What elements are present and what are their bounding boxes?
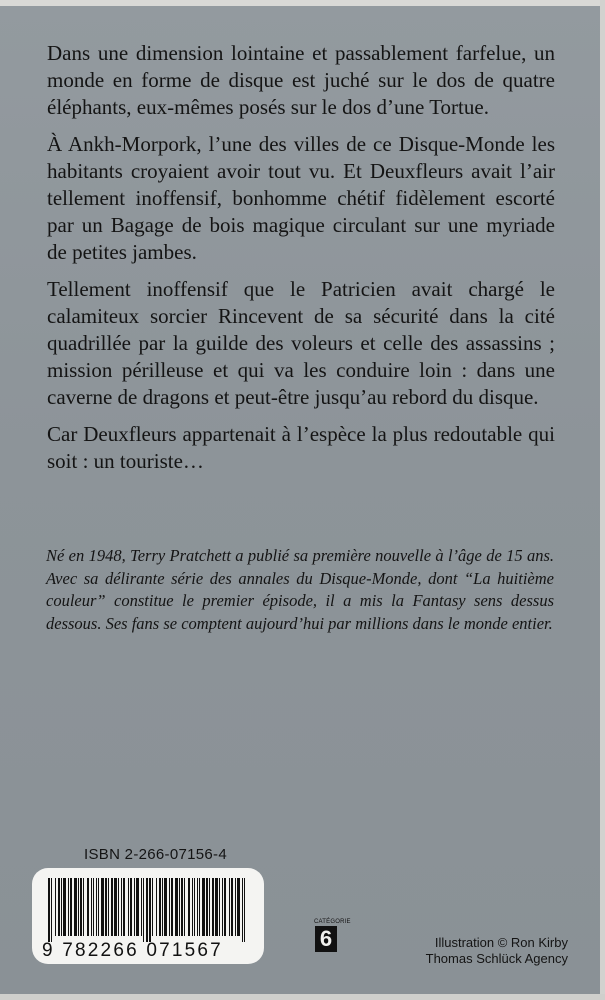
barcode-bar <box>164 878 167 936</box>
barcode-bar <box>101 878 104 936</box>
blurb-paragraph: Tellement inoffensif que le Patricien avait chargé le calamiteux sorcier Rincevent de sa sécurité dans la cité quadrillée par la guilde des voleurs et celle des assassins ; mission périlleuse et qui va les conduire loin : dans une caverne de dragons et peut-être jusqu’au rebord du disque. <box>47 277 555 409</box>
barcode-panel <box>32 868 264 964</box>
barcode-bar <box>162 878 163 936</box>
barcode-bar <box>61 878 62 936</box>
illustration-credit: Illustration © Ron Kirby <box>434 935 568 950</box>
barcode-bar <box>143 878 144 942</box>
barcode-bar <box>134 878 135 936</box>
barcode-bar <box>188 878 190 936</box>
barcode-bar <box>70 878 72 936</box>
barcode-bar <box>149 878 151 942</box>
blurb-paragraph: Dans une dimension lointaine et passablement farfelue, un monde en forme de disque est juché sur le dos de quatre éléphants, eux-mêmes posés sur le dos d’une Tortue. <box>47 41 555 119</box>
barcode-bar <box>179 878 180 936</box>
barcode <box>46 878 252 942</box>
barcode-bar <box>136 878 139 936</box>
barcode-bar <box>184 878 185 936</box>
barcode-bar <box>141 878 142 936</box>
barcode-bar <box>105 878 107 936</box>
barcode-digits: 9 782266 071567 <box>42 940 223 961</box>
barcode-bar <box>224 878 226 936</box>
barcode-bar <box>130 878 132 936</box>
blurb-text <box>47 40 555 485</box>
category-label: CATÉGORIE <box>314 919 351 925</box>
barcode-bar <box>118 878 119 936</box>
barcode-bar <box>209 878 210 936</box>
barcode-bar <box>212 878 214 936</box>
barcode-bar <box>152 878 153 936</box>
barcode-bar <box>121 878 122 936</box>
barcode-bar <box>229 878 230 936</box>
barcode-bar <box>83 878 84 936</box>
barcode-bar <box>156 878 157 936</box>
barcode-bar <box>235 878 236 936</box>
barcode-bar <box>58 878 60 936</box>
barcode-bar <box>87 878 89 936</box>
barcode-bar <box>78 878 79 936</box>
barcode-bar <box>128 878 129 936</box>
barcode-bar <box>91 878 92 936</box>
barcode-bar <box>93 878 94 936</box>
isbn-label: ISBN 2-266-07156-4 <box>84 846 227 863</box>
barcode-bar <box>55 878 56 936</box>
page-edge-right <box>600 0 605 1000</box>
barcode-bar <box>114 878 117 936</box>
barcode-bar <box>181 878 183 936</box>
barcode-bar <box>222 878 223 936</box>
barcode-bar <box>215 878 218 936</box>
barcode-bar <box>199 878 200 936</box>
category-number: 6 <box>315 926 337 952</box>
barcode-bar <box>169 878 170 936</box>
barcode-bar <box>206 878 208 936</box>
author-bio: Né en 1948, Terry Pratchett a publié sa première nouvelle à l’âge de 15 ans. Avec sa délirante série des annales du Disque-Monde, dont “La huitième couleur” constitue le premier épisode, il a mis la Fantasy sens dessus dessous. Ses fans se comptent aujourd’hui par millions dans le monde entier. <box>46 546 554 633</box>
agency-credit: Thomas Schlück Agency <box>425 951 568 966</box>
barcode-bar <box>159 878 161 936</box>
barcode-bar <box>244 878 245 942</box>
barcode-bar <box>108 878 109 936</box>
barcode-bar <box>96 878 97 936</box>
barcode-bar <box>51 878 52 942</box>
page-edge-bottom <box>0 994 605 1000</box>
barcode-bar <box>242 878 243 942</box>
barcode-bar <box>98 878 99 936</box>
barcode-bar <box>74 878 77 936</box>
barcode-bar <box>219 878 220 936</box>
page-edge-top <box>0 0 605 6</box>
barcode-bar <box>48 878 50 942</box>
barcode-bar <box>146 878 148 942</box>
barcode-bar <box>123 878 125 936</box>
barcode-bar <box>192 878 193 936</box>
barcode-bar <box>111 878 113 936</box>
barcode-bar <box>175 878 178 936</box>
cover-credits <box>400 935 568 967</box>
barcode-bar <box>171 878 173 936</box>
blurb-paragraph: À Ankh-Morpork, l’une des villes de ce Disque-Monde les habitants croyaient avoir tout vu. Et Deuxfleurs avait l’air tellement inoffensif, bonhomme chétif fidèlement escorté par un Bagage de bois magique circulant sur une myriade de petites jambes. <box>47 132 555 264</box>
barcode-bar <box>197 878 198 936</box>
category-badge <box>314 919 351 952</box>
barcode-bar <box>202 878 205 936</box>
barcode-bar <box>80 878 82 936</box>
barcode-bar <box>63 878 66 936</box>
barcode-bar <box>237 878 240 936</box>
barcode-bar <box>194 878 195 936</box>
barcode-bar <box>68 878 69 936</box>
barcode-bar <box>231 878 233 936</box>
blurb-paragraph: Car Deuxfleurs appartenait à l’espèce la plus redoutable qui soit : un touriste… <box>47 422 555 473</box>
